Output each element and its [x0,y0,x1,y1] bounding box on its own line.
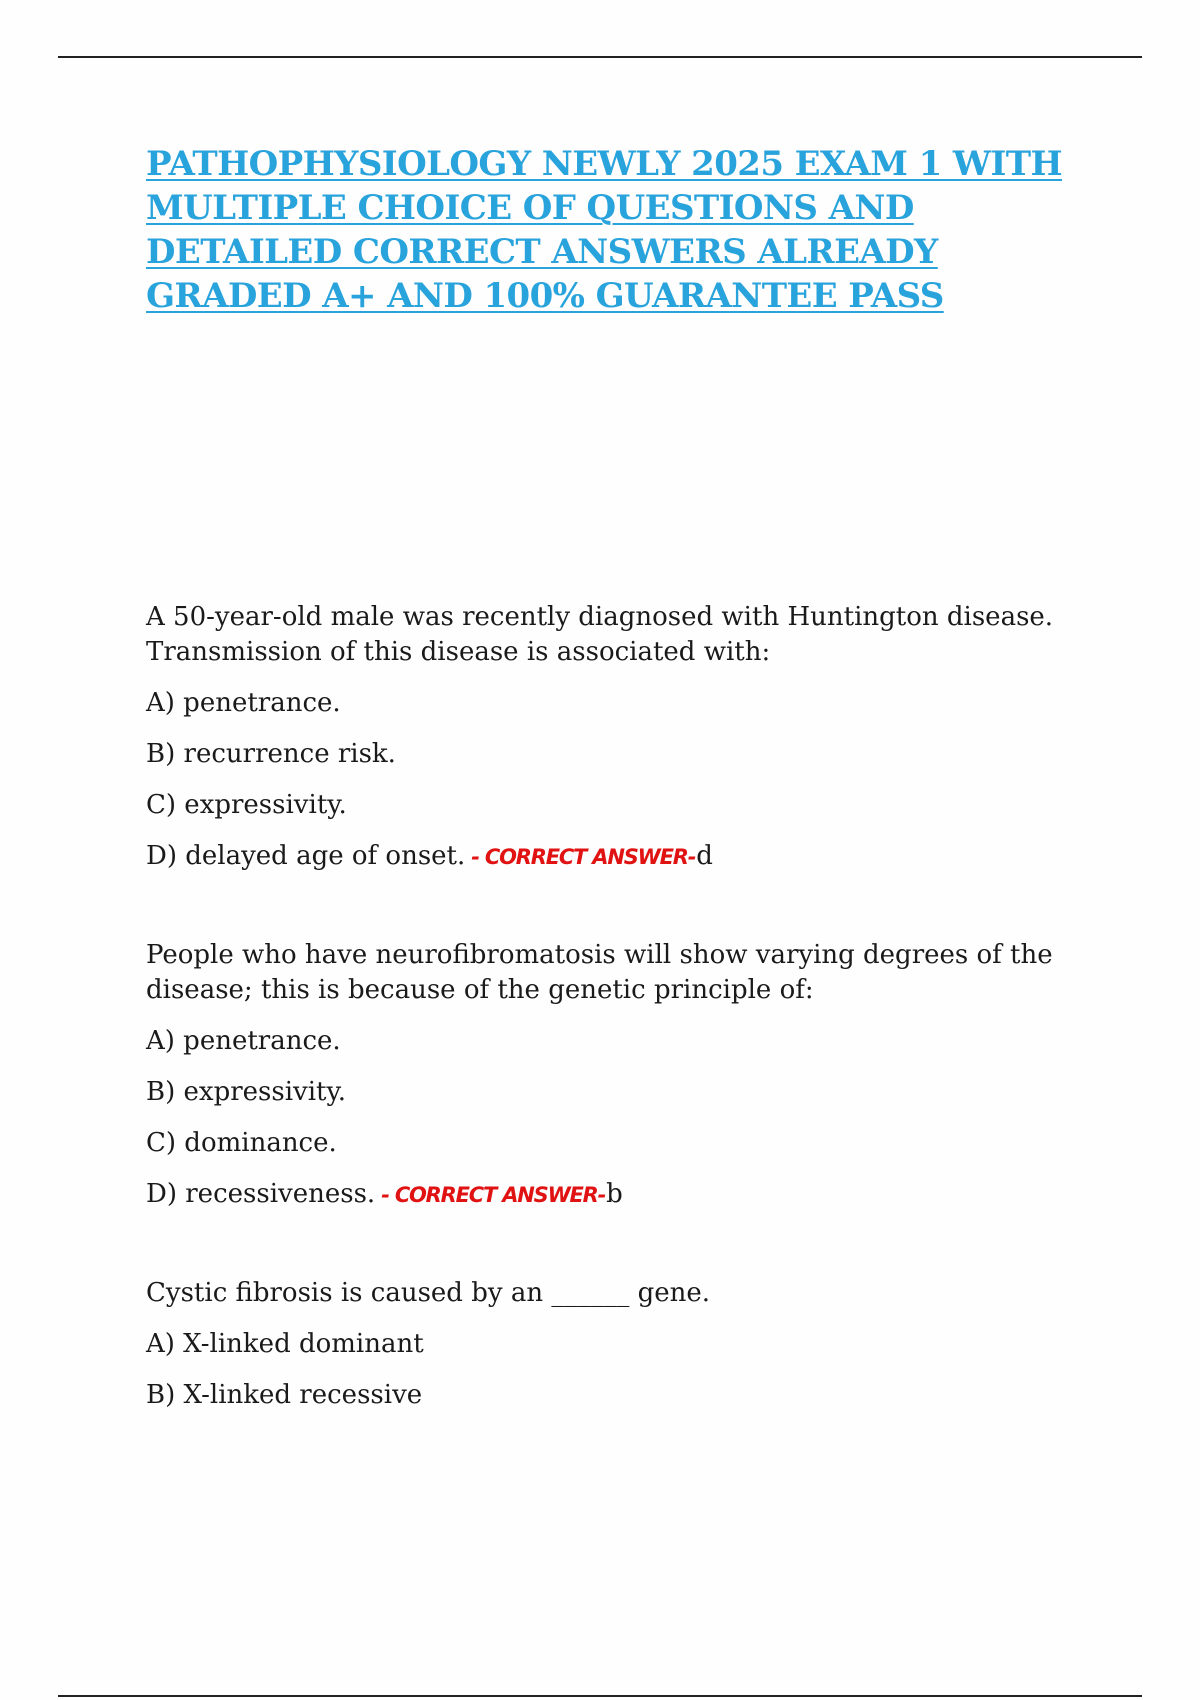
option-d-with-answer [146,839,1076,875]
question-spacer [146,891,1076,938]
question-list [146,600,1076,1429]
correct-answer-letter: d [696,841,713,871]
option-b: B) recurrence risk. [146,739,396,769]
option-d: D) delayed age of onset. [146,841,466,871]
option-c: C) dominance. [146,1128,337,1158]
option-b: B) expressivity. [146,1077,346,1107]
option-c: C) expressivity. [146,790,347,820]
question-text: Cystic fibrosis is caused by an ______ gene. [146,1278,711,1308]
option-a: A) X-linked dominant [146,1329,424,1359]
question-text: People who have neurofibromatosis will show varying degrees of the disease; this is because of the genetic principle of: [146,940,1053,1005]
question-2 [146,938,1076,1213]
question-3 [146,1276,1076,1413]
question-1 [146,600,1076,875]
question-spacer [146,1229,1076,1276]
option-a: A) penetrance. [146,1026,341,1056]
correct-answer-marker: - CORRECT ANSWER- [471,845,696,869]
option-d-with-answer [146,1177,1076,1213]
option-b: B) X-linked recessive [146,1380,423,1410]
option-a: A) penetrance. [146,688,341,718]
correct-answer-letter: b [606,1179,623,1209]
option-d: D) recessiveness. [146,1179,376,1209]
header-rule [58,56,1142,58]
question-text: A 50-year-old male was recently diagnosed with Huntington disease. Transmission of this disease is associated with: [146,602,1054,667]
document-title: PATHOPHYSIOLOGY NEWLY 2025 EXAM 1 WITH MULTIPLE CHOICE OF QUESTIONS AND DETAILED CORRECT ANSWERS ALREADY GRADED A+ AND 100% GUARANTEE PASS [146,144,1062,316]
footer-rule [58,1695,1142,1697]
correct-answer-marker: - CORRECT ANSWER- [381,1183,606,1207]
